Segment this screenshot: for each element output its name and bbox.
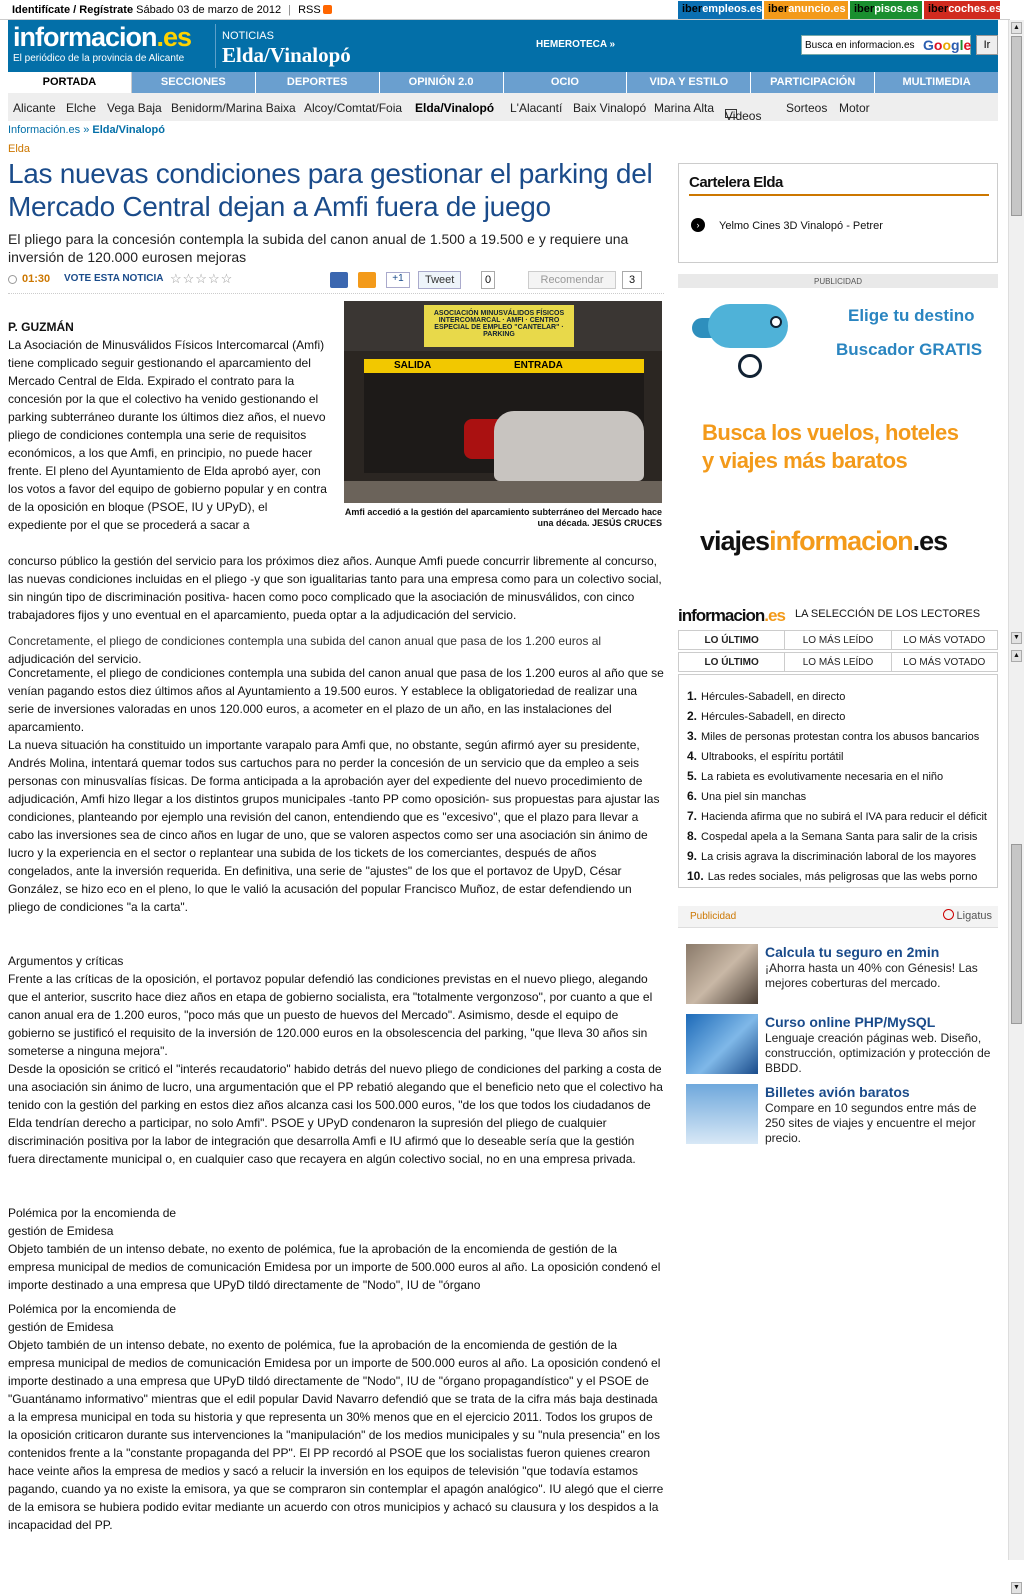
vote-label: VOTE ESTA NOTICIA bbox=[64, 273, 164, 284]
advertising-label: PUBLICIDAD bbox=[678, 274, 998, 288]
subnav-alacanti[interactable]: L'Alacantí bbox=[510, 101, 563, 115]
ad-description: Compare en 10 segundos entre más de 250 sites de viajes y encuentre el mejor precio. bbox=[765, 1101, 977, 1145]
nav-participacion[interactable]: PARTICIPACIÓN bbox=[751, 72, 875, 93]
subnav-vega-baja[interactable]: Vega Baja bbox=[107, 101, 162, 115]
google-logo: Google bbox=[923, 37, 972, 53]
nav-secciones[interactable]: SECCIONES bbox=[132, 72, 256, 93]
tab-lo-ultimo[interactable]: LO ÚLTIMO bbox=[679, 631, 785, 649]
article-subheading-2b: gestión de Emidesa bbox=[8, 1224, 114, 1238]
scroll-down-arrow-icon[interactable]: ▼ bbox=[1011, 1582, 1022, 1594]
article-paragraph-1: La Asociación de Minusválidos Físicos Intercomarcal (Amfi) tiene complicado seguir gestionando el aparcamiento del Mercado Central de Elda. Expirado el contrato para la concesión por la que el colectivo ha venido gestionando el parking subterráneo durante los últimos diez años, el nuevo pliego de condiciones contempla una serie de requisitos económicos, a los que Amfi, en principio, no puede hacer frente. El pleno del Ayuntamiento de Elda aprobó ayer, con los votos a favor del equipo de gobierno popular y en contra de la oposición en bloque (PSOE, IU y UPyD), el expediente por el que se procederá a sacar a bbox=[8, 338, 327, 532]
reader-selection-logo: informacion.es bbox=[678, 606, 785, 625]
scroll-up-arrow-icon[interactable]: ▲ bbox=[1011, 22, 1022, 34]
article-paragraph-6: Objeto también de un intenso debate, no exento de polémica, fue la aprobación de la encomienda de gestión de la empresa municipal de medios de comunicación Emidesa por un importe de 500.000 euros al año. La oposición condenó el importe destinado a una empresa que UPyD tildó directamente de "Nodo", IU de "órgano propagandístico" y el PSOE de "Guantánamo informativo" mientras que el edil popular David Navarro defendió que se trata de la cifra más baja destinada a la empresa municipal en toda su historia y que representa un 30% menos que en el ejercicio 2011. Todos los grupos de la oposición criticaron durante sus intervenciones la "manipulación" de los medios municipales y su "nula presencia" en los contenidos frente a la "constante propaganda del PP". El PP recordó al PSOE que los socialistas fueron quienes crearon hace veinte años la empresa de medios y sacó a relucir la inversión en los equipos de televisión "que todavía estamos pagando, cuando ya no existe la emisora, ya que se compraron sin contemplar el apagón analógico". IU alegó que el cierre de la emisora se hubiera podido evitar mediante un acuerdo con otros municipios y achacó su clausura y los despidos a la incapacidad del PP. bbox=[8, 1338, 664, 1532]
nav-deportes[interactable]: DEPORTES bbox=[256, 72, 380, 93]
article-paragraph-5: Desde la oposición se criticó el "interés recaudatorio" habido detrás del nuevo pliego de condiciones del parking a costa de una asociación sin ánimo de lucro, una argumentación que el PP rebatió alegando que el beneficio neto que el colectivo ha tenido con la gestión del parking en estos diez años alcanza casi los 500.000 euros, "de los que todos los ciudadanos de Elda tendrían derecho a participar, no solo Amfi". PSOE y UPyD condenaron la supresión del pliego de cualquier discriminación positiva por la labor de integración que desarrolla Amfi e IU afirmó que lo deseable sería que la gestión fuera directamente municipal o, en cualquier caso que recayera en algún colectivo social, no en una empresa privada. bbox=[8, 1062, 663, 1166]
breadcrumb-section[interactable]: Elda/Vinalopó bbox=[92, 124, 165, 136]
photo-silver-car bbox=[494, 411, 644, 481]
reader-tabs bbox=[678, 630, 998, 650]
article-subheading-2b-dup: gestión de Emidesa bbox=[8, 1320, 114, 1334]
site-header bbox=[8, 20, 998, 72]
list-item[interactable]: 10. Las redes sociales, más peligrosas que las webs porno bbox=[687, 869, 978, 883]
ad-description: Lenguaje creación páginas web. Diseño, construcción, optimización y protección de BBDD. bbox=[765, 1031, 991, 1075]
render-glitch-strip bbox=[8, 634, 664, 666]
subnav-sorteos[interactable]: Sorteos bbox=[786, 101, 828, 115]
ad-title[interactable]: Curso online PHP/MySQL bbox=[765, 1014, 936, 1030]
scroll-up-arrow-icon[interactable]: ▲ bbox=[1011, 650, 1022, 662]
article-paragraph-4: Frente a las críticas de la oposición, el portavoz popular defendió las condiciones previstas en el nuevo pliego, alegando que el anterior, suscrito hace diez años en etapa de gobierno socialista, era "totalmente vergonzoso", por cuanto a que el canon anual era de 1.200 euros, "poco más que un puesto de huevos del Mercado". Asimismo, desde el equipo de gobierno se justificó el requisito de la inversión de 120.000 euros en la obsolescencia del parking, "que lleva 30 años sin someterse a ninguna mejora". bbox=[8, 972, 653, 1058]
meneame-icon[interactable] bbox=[358, 272, 376, 288]
list-item[interactable]: 3. Miles de personas protestan contra los abusos bancarios bbox=[687, 729, 980, 743]
list-item[interactable]: 9. La crisis agrava la discriminación laboral de los mayores bbox=[687, 849, 977, 863]
date-separator: | bbox=[288, 4, 291, 16]
ad-logo: viajesinformacion.es bbox=[700, 526, 948, 556]
list-item[interactable]: 8. Cospedal apela a la Semana Santa para salir de la crisis bbox=[687, 829, 978, 843]
google-plus-button[interactable]: +1 bbox=[386, 272, 410, 288]
subnav-baix-vinalopo[interactable]: Baix Vinalopó bbox=[573, 101, 647, 115]
list-item[interactable]: 1. Hércules-Sabadell, en directo bbox=[687, 689, 846, 703]
sub-nav: Alicante Elche Vega Baja Benidorm/Marina Baixa Alcoy/Comtat/Foia Elda/Vinalopó L'Alacantí Baix Vinalopó Marina Alta Videos Sorteos Motor bbox=[8, 93, 998, 121]
nav-opinion[interactable]: OPINIÓN 2.0 bbox=[380, 72, 504, 93]
tab-mas-leido[interactable]: LO MÁS LEÍDO bbox=[785, 631, 891, 649]
subnav-marina-alta[interactable]: Marina Alta bbox=[654, 101, 715, 115]
baby-thumbnail bbox=[686, 944, 758, 1004]
recommend-count: 3 bbox=[622, 271, 642, 289]
ligatus-brand[interactable]: Ligatus bbox=[943, 909, 992, 922]
rss-link[interactable]: RSS bbox=[298, 4, 321, 16]
article-subheading-1: Argumentos y críticas bbox=[8, 954, 124, 968]
current-date: Sábado 03 de marzo de 2012 bbox=[136, 4, 282, 16]
cartelera-divider bbox=[689, 194, 989, 196]
plane-eye bbox=[770, 316, 782, 328]
breadcrumb-home[interactable]: Información.es bbox=[8, 124, 81, 136]
clock-icon bbox=[8, 275, 17, 284]
scroll-thumb[interactable] bbox=[1011, 36, 1022, 216]
photo-caption: Amfi accedió a la gestión del aparcamiento subterráneo del Mercado hace una década. JESÚS CRUCES bbox=[344, 507, 662, 528]
tab-mas-leido-dup[interactable]: LO MÁS LEÍDO bbox=[785, 653, 891, 671]
top-bar-left bbox=[12, 4, 332, 16]
login-sep: / bbox=[73, 4, 77, 16]
reader-selection-header bbox=[678, 606, 998, 628]
subnav-benidorm[interactable]: Benidorm/Marina Baixa bbox=[171, 101, 296, 115]
tweet-count: 0 bbox=[481, 271, 495, 289]
tab-lo-ultimo-dup[interactable]: LO ÚLTIMO bbox=[679, 653, 785, 671]
scroll-thumb[interactable] bbox=[1011, 844, 1022, 1024]
glitch-bottom-line: adjudicación del servicio. bbox=[8, 652, 142, 666]
reader-tabs-dup bbox=[678, 652, 998, 672]
iberempleos-link[interactable]: iberempleos.es bbox=[678, 1, 762, 19]
iberpisos-link[interactable]: iberpisos.es bbox=[850, 1, 922, 19]
article-paragraph-3: La nueva situación ha constituido un importante varapalo para Amfi que, no obstante, según afirmó ayer su presidente, Andrés Molina, intentará quemar todos sus cartuchos para no perder la concesión de un servicio que da empleo a seis personas con minusvalías físicas. De forma anticipada a la aprobación ayer del expediente del nuevo procedimiento de adjudicación, Amfi hizo llegar a los distintos grupos municipales -tanto PP como oposición- sus propuestas para ajustar las condiciones, planteando por ejemplo una revisión del canon, entendiendo que es "excesivo", que el plazo para llevar a cabo las inversiones sea de cinco años en lugar de uno, que se valoren aspectos como ser una asociación sin ánimo de lucro y la experiencia en el sector o replantear una subida de los tickets de los comerciantes, después de años congelados, ante la inversión requerida. En definitiva, una serie de "ajustes" de los que el portavoz de UpyD, César González, se hizo eco en el pleno, lo que le valió la acusación del popular Francisco Muñoz, de estar defendiendo un pliego de condiciones "a la carta". bbox=[8, 738, 660, 914]
article-time: 01:30 bbox=[22, 273, 51, 285]
nav-portada[interactable]: PORTADA bbox=[8, 72, 132, 93]
tuenti-icon[interactable] bbox=[330, 272, 348, 288]
site-tagline: El periódico de la provincia de Alicante bbox=[13, 53, 185, 64]
ligatus-pub-label: Publicidad bbox=[690, 911, 737, 922]
glitch-top-line: Concretamente, el pliego de condiciones contempla una subida del canon anual que pasa de los 1.200 euros al bbox=[8, 634, 602, 648]
reader-selection-list bbox=[678, 674, 998, 888]
header-divider bbox=[215, 24, 216, 68]
register-link[interactable]: Regístrate bbox=[79, 4, 134, 16]
scrollbar-lower[interactable] bbox=[1008, 648, 1024, 1591]
scrollbar-upper[interactable] bbox=[1008, 20, 1024, 648]
tab-mas-votado-dup[interactable]: LO MÁS VOTADO bbox=[903, 657, 986, 668]
airplane-thumbnail bbox=[686, 1084, 758, 1144]
breadcrumb-sep: » bbox=[80, 124, 93, 136]
ad-title[interactable]: Billetes avión baratos bbox=[765, 1084, 910, 1100]
list-item[interactable]: 6. Una piel sin manchas bbox=[687, 789, 807, 803]
keyboard-at-thumbnail bbox=[686, 1014, 758, 1074]
reader-selection-title: LA SELECCIÓN DE LOS LECTORES bbox=[795, 608, 981, 620]
article-subtitle: El pliego para la concesión contempla la subida del canon anual de 1.500 a 19.500 e y requiere una inversión de 120.000 eurosen mejoras bbox=[8, 231, 629, 265]
rss-icon[interactable] bbox=[323, 5, 332, 14]
top-bar bbox=[0, 0, 1010, 20]
sponsored-ad-2[interactable] bbox=[686, 1014, 996, 1078]
list-item[interactable]: 7. Hacienda afirma que no subirá el IVA para reducir el déficit bbox=[687, 809, 987, 823]
login-link[interactable]: Identifícate bbox=[12, 4, 71, 16]
ad-description: ¡Ahorra hasta un 40% con Génesis! Las mejores coberturas del mercado. bbox=[765, 961, 978, 990]
section-title[interactable]: Elda/Vinalopó bbox=[222, 43, 351, 67]
subnav-motor[interactable]: Motor bbox=[839, 101, 870, 115]
cartelera-box bbox=[678, 163, 998, 263]
cartelera-title: Cartelera Elda bbox=[689, 174, 783, 191]
ad-title[interactable]: Calcula tu seguro en 2min bbox=[765, 944, 940, 960]
search-button[interactable]: Ir bbox=[976, 35, 998, 55]
rating-stars[interactable]: ☆☆☆☆☆ bbox=[170, 271, 234, 286]
tab-mas-votado[interactable]: LO MÁS VOTADO bbox=[903, 635, 986, 646]
article-headline: Las nuevas condiciones para gestionar el parking del Mercado Central dejan a Amfi fuera de juego bbox=[8, 158, 653, 222]
list-item[interactable]: 4. Ultrabooks, el espíritu portátil bbox=[687, 749, 844, 763]
photo-parking-sign: ASOCIACIÓN MINUSVÁLIDOS FÍSICOS INTERCOMARCAL · AMFI · CENTRO ESPECIAL DE EMPLEO "CANTELAR" · PARKING bbox=[424, 305, 574, 347]
list-item[interactable]: 5. La rabieta es evolutivamente necesaria en el niño bbox=[687, 769, 944, 783]
section-label: NOTICIAS bbox=[222, 30, 274, 42]
tweet-button[interactable]: Tweet bbox=[418, 271, 461, 289]
nav-multimedia[interactable]: MULTIMEDIA bbox=[902, 76, 971, 88]
nav-ocio[interactable]: OCIO bbox=[504, 72, 628, 93]
subnav-elda[interactable]: Elda/Vinalopó bbox=[415, 101, 495, 115]
arrow-right-icon[interactable]: › bbox=[691, 218, 705, 232]
iberanuncio-link[interactable]: iberanuncio.es bbox=[764, 1, 848, 19]
ad-headline-2: Buscador GRATIS bbox=[836, 340, 983, 359]
hemeroteca-link[interactable]: HEMEROTECA » bbox=[536, 39, 616, 50]
ad-headline-1: Elige tu destino bbox=[848, 306, 975, 325]
article-toolbar bbox=[8, 270, 664, 294]
article-author: P. GUZMÁN bbox=[8, 320, 74, 334]
list-item[interactable]: 2. Hércules-Sabadell, en directo bbox=[687, 709, 846, 723]
article-paragraph-1-cont: concurso público la gestión del servicio para los próximos diez años. Aunque Amfi puede concurrir libremente al concurso, las nuevas condiciones incluidas en el pliego -y que son igualitarias tanto para una empresa como para un colectivo social, sin ningún tipo de discriminación positiva- hacen como poco complicado que la asociación de minusválidos, con cinco trabajadores fijos y uno eventual en el aparcamiento, pueda optar a la adjudicación del servicio. bbox=[8, 554, 662, 622]
sponsored-ad-3[interactable] bbox=[686, 1084, 996, 1148]
plane-wheel bbox=[738, 354, 762, 378]
travel-ad-banner[interactable] bbox=[678, 288, 998, 598]
main-nav bbox=[8, 72, 998, 93]
breadcrumb bbox=[8, 124, 165, 136]
subnav-alicante[interactable]: Alicante bbox=[13, 101, 56, 115]
article-paragraph-2: Concretamente, el pliego de condiciones contempla una subida del canon anual que pasa de los 1.200 euros al año que se venían pagando estos diez últimos años al Ayuntamiento a 19.500 euros. Y establece la obligatoriedad de realizar una serie de inversiones valoradas en unos 120.000 euros, a acometer en el plazo de un año, en las instalaciones del aparcamiento. bbox=[8, 666, 664, 734]
article-kicker[interactable]: Elda bbox=[8, 143, 31, 155]
ibercoches-link[interactable]: ibercoches.es bbox=[924, 1, 1000, 19]
scroll-down-arrow-icon[interactable]: ▼ bbox=[1011, 632, 1022, 644]
site-logo[interactable]: informacion.es bbox=[13, 22, 192, 52]
article-subheading-2a-dup: Polémica por la encomienda de bbox=[8, 1302, 177, 1316]
photo-floor bbox=[344, 481, 662, 503]
subnav-elche[interactable]: Elche bbox=[66, 101, 97, 115]
ad-tagline-1: Busca los vuelos, hoteles bbox=[702, 420, 959, 445]
subnav-alcoy[interactable]: Alcoy/Comtat/Foia bbox=[304, 101, 403, 115]
recommend-button[interactable]: Recomendar bbox=[528, 271, 616, 289]
nav-vida-estilo[interactable]: VIDA Y ESTILO bbox=[627, 72, 751, 93]
article-paragraph-6-cut: Objeto también de un intenso debate, no exento de polémica, fue la aprobación de la encomienda de gestión de la empresa municipal de medios de comunicación Emidesa por un importe de 500.000 euros al año. La oposición condenó el importe destinado a una empresa que UPyD tildó directamente de "Nodo", IU de "órgano bbox=[8, 1242, 661, 1292]
cinema-link[interactable]: Yelmo Cines 3D Vinalopó - Petrer bbox=[719, 220, 883, 232]
photo-gate-sign: SALIDA ENTRADA bbox=[364, 359, 644, 373]
sponsored-ad-1[interactable] bbox=[686, 944, 996, 1008]
article-photo[interactable] bbox=[344, 301, 662, 503]
ad-tagline-2: y viajes más baratos bbox=[702, 448, 908, 473]
article-subheading-2a: Polémica por la encomienda de bbox=[8, 1206, 177, 1220]
ligatus-header bbox=[678, 906, 998, 928]
ligatus-icon bbox=[943, 909, 954, 920]
